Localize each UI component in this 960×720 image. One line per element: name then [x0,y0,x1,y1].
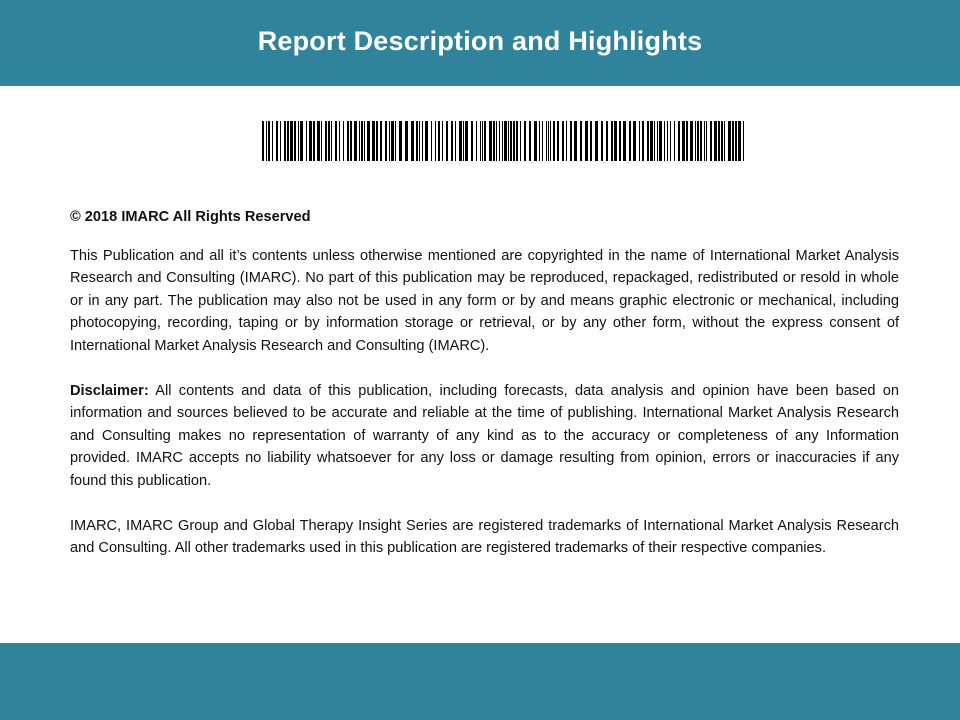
barcode-icon [262,121,748,161]
disclaimer-label: Disclaimer: [70,382,149,399]
footer-band [0,643,960,720]
disclaimer-paragraph [70,380,899,493]
page-title: Report Description and Highlights [257,25,703,56]
publication-notice: This Publication and all it’s contents unless otherwise mentioned are copyrighted in the name of International Market Analysis Research and Consulting (IMARC). No part of this publication may be reproduced, repackaged, redistributed or resold in whole or in any part. The publication may also not be used in any form or by and means graphic electronic or mechanical, including photocopying, recording, taping or by information storage or retrieval, or by any other form, without the express consent of International Market Analysis Research and Consulting (IMARC). [70,247,899,354]
report-body [70,206,899,560]
trademarks-notice: IMARC, IMARC Group and Global Therapy Insight Series are registered trademarks of International Market Analysis Research and Consulting. All other trademarks used in this publication are registered trademarks of their respective companies. [70,517,899,557]
header-band [0,0,960,86]
disclaimer-text: All contents and data of this publication, including forecasts, data analysis and opinion have been based on information and sources believed to be accurate and reliable at the time of publishing. International Market Analysis Research and Consulting makes no representation of warranty of any kind as to the accuracy or completeness of any Information provided. IMARC accepts no liability whatsoever for any loss or damage resulting from opinion, errors or inaccuracies if any found this publication. [70,382,900,489]
copyright-notice: © 2018 IMARC All Rights Reserved [70,209,311,225]
